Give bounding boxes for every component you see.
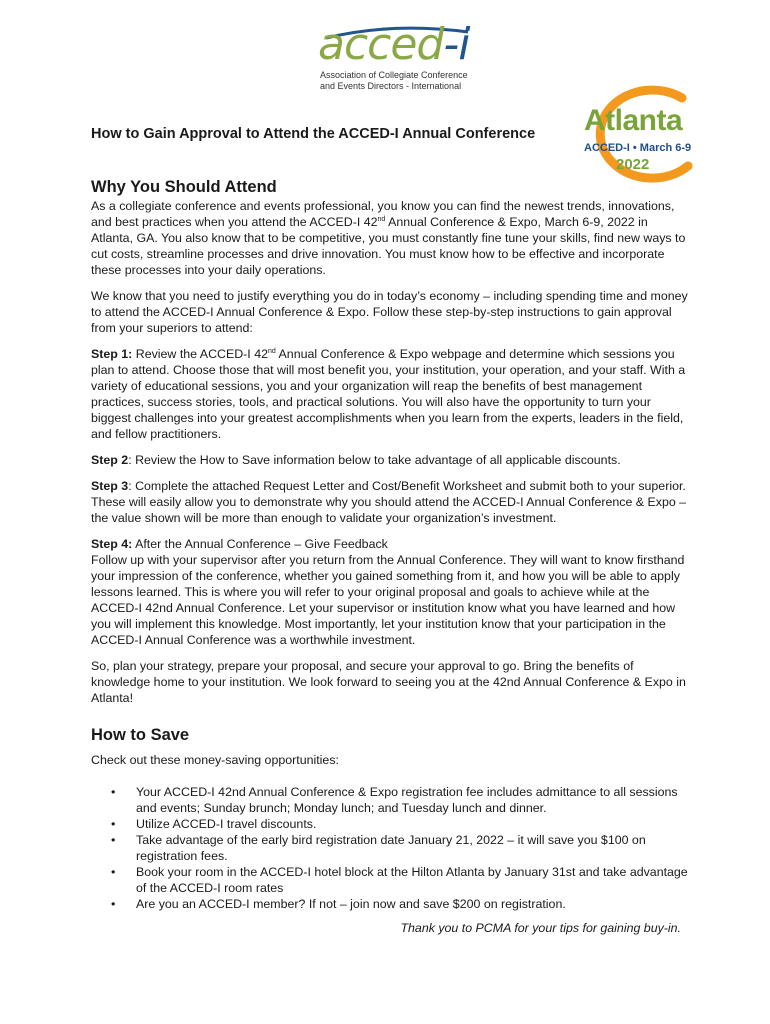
why-heading: Why You Should Attend xyxy=(91,178,277,196)
save-intro: Check out these money-saving opportunities: xyxy=(91,753,339,767)
list-item: • Take advantage of the early bird registration date January 21, 2022 – it will save you $100 on registration fees. xyxy=(111,833,646,863)
bullet-icon: • xyxy=(111,897,116,911)
list-item: • Are you an ACCED-I member? If not – join now and save $200 on registration. xyxy=(111,897,566,911)
why-paragraph-1: As a collegiate conference and events professional, you know you can find the newest trends, innovations, and best practices when you attend the ACCED-I 42nd Annual Conference & Expo, March 6-9, 2022 in Atlanta, GA. You also know that to be competitive, you must constantly fine tune your skills, find new ways to cut costs, streamline processes and drive innovation. You must know how to be effective and incorporate these processes into your daily operations. xyxy=(91,199,686,277)
atlanta-badge xyxy=(564,84,702,184)
thanks-note: Thank you to PCMA for your tips for gaining buy-in. xyxy=(400,921,681,935)
bullet-icon: • xyxy=(111,817,116,831)
bullet-icon: • xyxy=(111,785,116,799)
acced-i-logo xyxy=(318,19,498,94)
bullet-icon: • xyxy=(111,865,116,879)
step-3: Step 3: Complete the attached Request Letter and Cost/Benefit Worksheet and submit both to your superior. These will easily allow you to demonstrate why you should attend the ACCED-I Annual Conference & Expo – the value shown will be more than enough to validate your organization’s investment. xyxy=(91,479,687,525)
closing-paragraph: So, plan your strategy, prepare your proposal, and secure your approval to go. Bring the benefits of knowledge home to your institution. We look forward to seeing you at the 42nd Annual Conference & Expo in Atlanta! xyxy=(91,659,686,705)
document-title: How to Gain Approval to Attend the ACCED-I Annual Conference xyxy=(91,126,536,142)
logo-subtitle: Association of Collegiate Conference and Events Directors - International xyxy=(320,70,468,91)
why-paragraph-2: We know that you need to justify everything you do in today’s economy – including spending time and money to attend the ACCED-I Annual Conference & Expo. Follow these step-by-step instructions to gain approval from your superiors to attend: xyxy=(91,289,688,335)
list-item: • Your ACCED-I 42nd Annual Conference & Expo registration fee includes admittance to all sessions and events; Sunday brunch; Monday lunch; and Tuesday lunch and dinner. xyxy=(111,785,678,815)
logo-wordmark: acced-i xyxy=(318,19,470,70)
save-heading: How to Save xyxy=(91,726,190,744)
step-2: Step 2: Review the How to Save information below to take advantage of all applicable discounts. xyxy=(91,453,621,467)
bullet-icon: • xyxy=(111,833,116,847)
badge-dates: ACCED-I • March 6-9 xyxy=(584,142,692,154)
badge-year: 2022 xyxy=(616,156,650,173)
step-1: Step 1: Review the ACCED-I 42nd Annual Conference & Expo webpage and determine which sessions you plan to attend. Choose those that will most benefit you, your institution, your operation, and your staff. With a variety of educational sessions, you and your organization will reap the benefits of best management practices, success stories, tools, and practical solutions. You will also have the opportunity to turn your biggest challenges into your greatest accomplishments when you learn from the experts, leaders in the field, and fellow practitioners. xyxy=(91,347,686,441)
list-item: • Utilize ACCED-I travel discounts. xyxy=(111,817,317,831)
savings-list xyxy=(91,784,691,912)
badge-city: Atlanta xyxy=(584,104,683,137)
step-4: Step 4: After the Annual Conference – Give Feedback Follow up with your supervisor after you return from the Annual Conference. They will want to know firsthand your impression of the conference, whether you gained something from it, and how you will be able to apply lessons learned. This is where you will refer to your original proposal and goals to achieve while at the ACCED-I 42nd Annual Conference. Let your supervisor or institution know what you have learned and how you will implement this knowledge. Most importantly, let your institution know that your participation in the ACCED-I Annual Conference was a worthwhile investment. xyxy=(91,537,685,647)
list-item: • Book your room in the ACCED-I hotel block at the Hilton Atlanta by January 31st and take advantage of the ACCED-I room rates xyxy=(111,865,688,895)
document-body xyxy=(91,176,691,936)
